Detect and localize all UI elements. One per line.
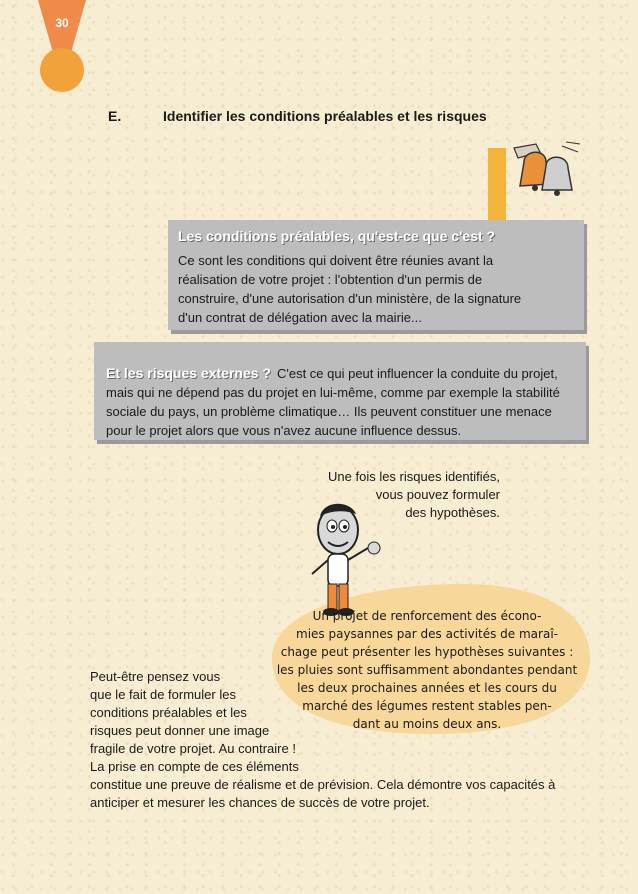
example-line: Un projet de renforcement des écono- xyxy=(312,609,542,623)
example-line: marché des légumes restent stables pen- xyxy=(302,699,552,713)
bells-icon xyxy=(506,140,586,206)
section-letter: E. xyxy=(108,108,122,124)
example-line: les deux prochaines années et les cours du xyxy=(297,681,557,695)
conclusion-line: constitue une preuve de réalisme et de prévision. Cela démontre vos capacités à xyxy=(90,777,556,792)
risks-text xyxy=(106,364,572,440)
conditions-line: réalisation de votre projet : l'obtention d'un permis de xyxy=(178,272,483,287)
risks-box xyxy=(94,342,586,440)
risks-body: C'est ce qui peut influencer la conduite du projet, mais qui ne dépend pas du projet en lui-même, comme par exemple la stabilité sociale du pays, un problème climatique… Ils peuvent constituer une menace pour le projet alors que vous n'avez aucune influence dessus. xyxy=(106,366,560,438)
speech-line: Une fois les risques identifiés, xyxy=(328,469,500,484)
speech-line: vous pouvez formuler xyxy=(375,487,500,502)
conclusion-line: conditions préalables et les xyxy=(90,705,247,720)
conclusion-line: fragile de votre projet. Au contraire ! xyxy=(90,741,296,756)
conclusion-line: que le fait de formuler les xyxy=(90,687,236,702)
conditions-title: Les conditions préalables, qu'est-ce que c'est ? xyxy=(178,228,496,244)
example-line: dant au moins deux ans. xyxy=(352,717,502,731)
example-line: les pluies sont suffisamment abondantes pendant xyxy=(276,663,578,677)
conditions-line: construire, d'une autorisation d'un ministère, de la signature xyxy=(178,291,522,306)
conclusion-text xyxy=(90,668,555,812)
risks-title: Et les risques externes ? xyxy=(106,365,271,381)
conclusion-line: risques peut donner une image xyxy=(90,723,270,738)
conditions-line: Ce sont les conditions qui doivent être réunies avant la xyxy=(178,253,494,268)
conclusion-line: La prise en compte de ces éléments xyxy=(90,759,299,774)
conclusion-line: Peut-être pensez vous xyxy=(90,669,221,684)
example-line: chage peut présenter les hypothèses suivantes : xyxy=(280,645,574,659)
cartoon-character-icon xyxy=(298,500,384,618)
conditions-box xyxy=(168,220,584,330)
section-title: Identifier les conditions préalables et les risques xyxy=(163,108,487,124)
speech-line: des hypothèses. xyxy=(405,505,500,520)
conditions-line: d'un contrat de délégation avec la mairie... xyxy=(178,310,422,325)
conditions-text xyxy=(178,251,558,327)
example-line: mies paysannes par des activités de maraî- xyxy=(296,627,558,641)
page-number-marker xyxy=(38,0,86,92)
page-number: 30 xyxy=(55,16,69,30)
conclusion-line: anticiper et mesurer les chances de succès de votre projet. xyxy=(90,795,430,810)
